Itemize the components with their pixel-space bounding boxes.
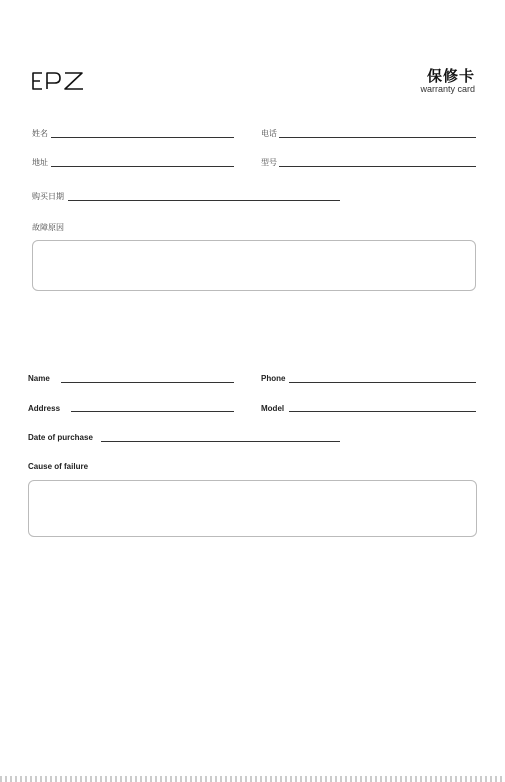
warranty-title-en: warranty card — [420, 84, 475, 94]
phone-field-cn[interactable] — [279, 137, 476, 138]
purchase-date-field-cn[interactable] — [68, 200, 340, 201]
address-field-en[interactable] — [71, 411, 234, 412]
address-label-cn: 地址 — [32, 158, 48, 167]
phone-label-cn: 电话 — [261, 129, 277, 138]
failure-cause-box-cn[interactable] — [32, 240, 476, 291]
name-label-cn: 姓名 — [32, 129, 48, 138]
phone-field-en[interactable] — [289, 382, 476, 383]
failure-cause-label-en: Cause of failure — [28, 462, 89, 471]
failure-cause-box-en[interactable] — [28, 480, 477, 537]
page-edge — [0, 776, 505, 782]
purchase-date-label-cn: 购买日期 — [32, 192, 64, 201]
address-field-cn[interactable] — [51, 166, 234, 167]
failure-cause-label-cn: 故障原因 — [32, 223, 64, 232]
phone-label-en: Phone — [261, 374, 286, 383]
model-field-cn[interactable] — [279, 166, 476, 167]
name-field-cn[interactable] — [51, 137, 234, 138]
warranty-title-cn: 保修卡 — [426, 67, 475, 85]
purchase-date-label-en: Date of purchase — [28, 433, 93, 442]
name-field-en[interactable] — [61, 382, 234, 383]
name-label-en: Name — [28, 374, 50, 383]
model-field-en[interactable] — [289, 411, 476, 412]
model-label-en: Model — [261, 404, 285, 413]
model-label-cn: 型号 — [261, 158, 277, 167]
address-label-en: Address — [28, 404, 61, 413]
epz-logo — [30, 70, 86, 92]
purchase-date-field-en[interactable] — [101, 441, 340, 442]
